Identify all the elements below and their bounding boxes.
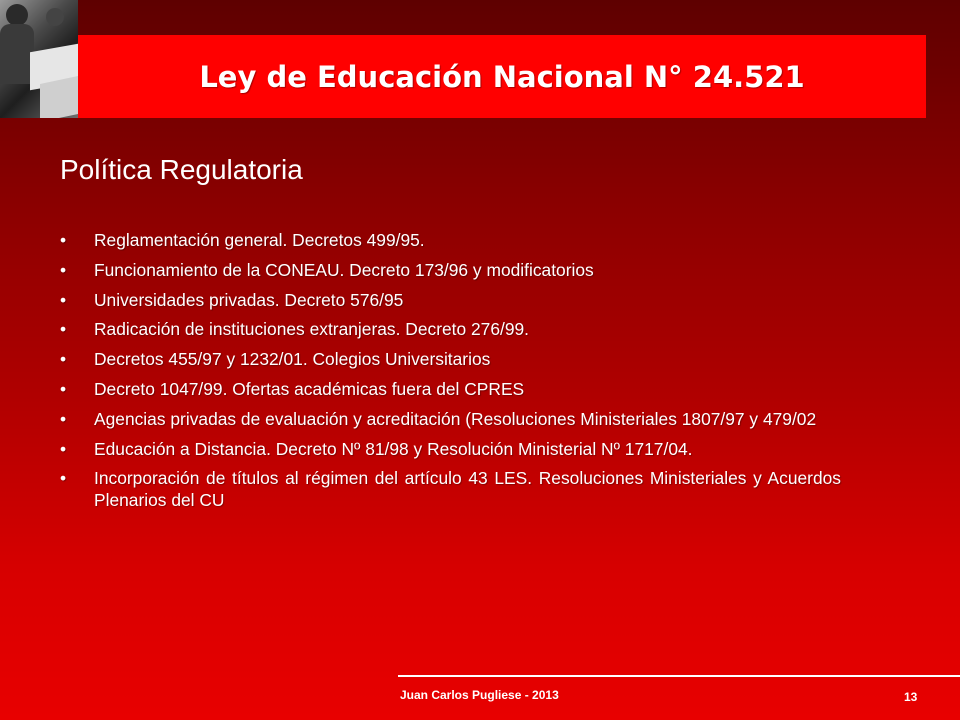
footer-divider	[398, 675, 960, 677]
bullet-text: Reglamentación general. Decretos 499/95.	[94, 230, 425, 250]
section-heading: Política Regulatoria	[60, 154, 303, 185]
bullet-text: Funcionamiento de la CONEAU. Decreto 173/96 y modificatorios	[94, 259, 594, 280]
bullet-item	[60, 259, 841, 281]
bullet-item	[60, 348, 841, 370]
bullet-text: Educación a Distancia. Decreto Nº 81/98 y Resolución Ministerial Nº 1717/04.	[94, 438, 693, 459]
title-bar	[78, 35, 926, 118]
bullet-icon: •	[60, 378, 67, 399]
bullet-text: Decreto 1047/99. Ofertas académicas fuera del CPRES	[94, 378, 525, 399]
page-number: 13	[904, 690, 918, 704]
bullet-icon: •	[60, 408, 67, 429]
bullet-item	[60, 438, 841, 460]
bullet-icon: •	[60, 319, 67, 340]
bullet-item	[60, 289, 841, 311]
bullet-text: Radicación de instituciones extranjeras. Decreto 276/99.	[94, 319, 530, 340]
bullet-list	[60, 229, 841, 519]
bullet-text: Decretos 455/97 y 1232/01. Colegios Universitarios	[94, 349, 491, 370]
footer-author: Juan Carlos Pugliese - 2013	[400, 688, 559, 702]
bullet-icon: •	[60, 259, 67, 280]
bullet-text: Agencias privadas de evaluación y acreditación (Resoluciones Ministeriales 1807/97 y 479/02	[94, 408, 817, 429]
bullet-icon: •	[60, 438, 67, 459]
bullet-icon: •	[60, 289, 67, 310]
bullet-text: Incorporación de títulos al régimen del artículo 43 LES. Resoluciones Ministeriales y Acuerdos Plenarios del CU	[94, 468, 841, 511]
bullet-text: Universidades privadas. Decreto 576/95	[94, 289, 404, 310]
bullet-icon: •	[60, 230, 67, 250]
bullet-item	[60, 408, 841, 430]
bullet-icon: •	[60, 349, 67, 370]
bullet-icon: •	[60, 468, 67, 489]
header-photo	[0, 0, 78, 118]
bullet-item	[60, 467, 841, 511]
bullet-item	[60, 318, 841, 340]
bullet-item	[60, 378, 841, 400]
slide-title: Ley de Educación Nacional N° 24.521	[199, 59, 805, 94]
bullet-item	[60, 229, 841, 251]
